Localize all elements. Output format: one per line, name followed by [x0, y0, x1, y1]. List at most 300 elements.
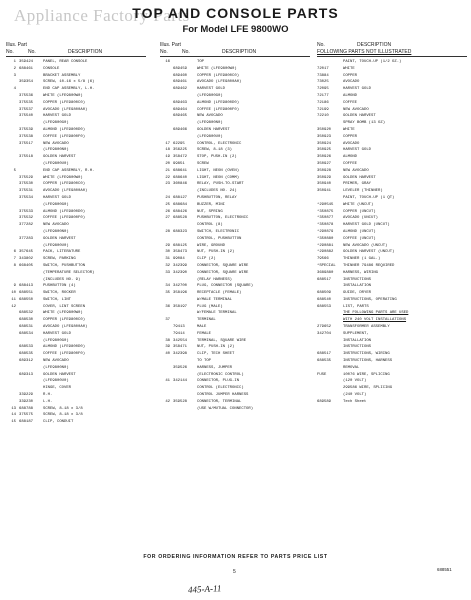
part-description: CONTROL JUMPER HARNESS	[197, 393, 249, 398]
header-part-no: No.	[317, 42, 325, 48]
part-description: (LFE9800U0)	[43, 379, 69, 384]
part-description: (240 VOLT)	[343, 393, 367, 398]
part-description: COFFEE (UNCUT)	[343, 236, 376, 241]
illus-number: 29	[165, 243, 170, 248]
part-number: 689313	[19, 372, 34, 377]
part-description: (RELAY HARNESS)	[197, 277, 233, 282]
illus-number: 16	[165, 60, 170, 64]
part-row	[317, 168, 467, 175]
part-row	[317, 59, 467, 66]
part-number: 689462	[173, 87, 188, 92]
part-row	[6, 277, 146, 284]
part-description: COPPER	[343, 73, 358, 78]
illus-number	[6, 154, 19, 161]
part-description: PANEL, REAR CONSOLE	[43, 60, 88, 64]
part-number: 375517	[19, 141, 34, 146]
part-row	[317, 338, 467, 345]
illus-number	[6, 175, 19, 182]
part-row	[6, 161, 146, 168]
part-number	[173, 236, 197, 243]
illus-number	[160, 127, 173, 134]
part-number: 688535	[19, 352, 34, 357]
illus-number	[160, 324, 173, 331]
illus-number: 40	[165, 352, 170, 357]
part-description: COPPER (UNCUT)	[343, 209, 376, 214]
illus-number	[6, 358, 19, 365]
part-number	[19, 86, 43, 93]
part-description: (LFE9800U0)	[43, 243, 69, 248]
illus-number	[160, 86, 173, 93]
part-number	[173, 120, 197, 127]
illus-number: 18	[165, 148, 170, 153]
part-description: AVOCADO (LFE9800A0)	[43, 189, 88, 194]
illus-number: 5	[13, 168, 16, 173]
part-row	[6, 310, 146, 317]
part-description: COPPER (LFE9800C0)	[43, 318, 86, 323]
part-number: 358196	[173, 291, 188, 296]
part-description: NEW AVOCADO (UNCUT)	[343, 243, 388, 248]
part-number: 350941	[317, 189, 332, 194]
part-number	[19, 385, 43, 392]
part-row	[6, 297, 146, 304]
parts-column-1	[6, 42, 146, 426]
part-number: 688530	[19, 318, 34, 323]
illus-number	[6, 331, 19, 338]
part-description: INSTRUCTIONS	[343, 277, 372, 282]
part-row	[160, 399, 310, 406]
illus-number	[6, 351, 19, 358]
part-number: 688509	[317, 291, 332, 296]
part-row	[160, 141, 310, 148]
part-number: 350925	[317, 148, 332, 153]
part-number: *290881	[317, 243, 334, 248]
part-number	[173, 372, 197, 379]
part-row	[317, 175, 467, 182]
part-row	[317, 66, 467, 73]
part-number: 688426	[173, 209, 188, 214]
illus-number	[160, 73, 173, 80]
part-row	[160, 392, 310, 399]
illus-number	[6, 134, 19, 141]
part-description: CONSOLE	[43, 66, 60, 71]
part-description: AVOCADO (LFE9800A0)	[197, 80, 242, 85]
part-row	[6, 79, 146, 86]
part-row	[317, 229, 467, 236]
part-number: 689460	[173, 73, 188, 78]
part-number: FUSE	[317, 372, 327, 377]
part-row	[6, 209, 146, 216]
part-number	[19, 304, 43, 311]
part-description: (LFE9800G0)	[43, 338, 69, 343]
part-number: *SPECIAL	[317, 263, 336, 268]
part-description: AVOCADO (LFE9800A0)	[43, 107, 88, 112]
illus-number	[6, 277, 19, 284]
part-row	[6, 202, 146, 209]
part-description: GOLDEN HARVEST	[43, 372, 76, 377]
part-description: SWITCH, ELECTRONIC	[197, 229, 240, 234]
part-row	[6, 93, 146, 100]
part-number	[19, 168, 43, 175]
illus-number	[6, 270, 19, 277]
part-description: INSTRUCTIONS, OPERATING	[343, 297, 397, 302]
part-number	[317, 344, 343, 351]
part-number: 688517	[317, 277, 332, 282]
illus-number	[6, 107, 19, 114]
part-number: 358472	[173, 155, 188, 160]
part-number	[317, 120, 343, 127]
part-row	[160, 134, 310, 141]
part-row	[317, 243, 467, 250]
part-description: CONTROL, PUSHBUTTON	[197, 236, 242, 241]
part-number: 689463	[173, 100, 188, 105]
part-row	[160, 304, 310, 311]
part-row	[160, 324, 310, 331]
part-row	[6, 73, 146, 80]
part-row	[317, 107, 467, 114]
part-row	[6, 358, 146, 365]
part-row	[6, 127, 146, 134]
part-description: 10076 WIRE, SPLICING	[343, 372, 390, 377]
part-number: *350880	[317, 236, 334, 241]
part-row	[317, 141, 467, 148]
part-number: 688532	[19, 311, 34, 316]
part-description: CONNECTOR, PLUG-IN	[197, 379, 240, 384]
part-row	[6, 378, 146, 385]
illus-number	[160, 79, 173, 86]
part-description: TRANSFORMER ASSEMBLY	[343, 325, 390, 330]
parts-column-3	[317, 42, 467, 406]
part-description: TERMINAL	[197, 318, 216, 323]
part-number: 350920	[317, 127, 332, 132]
part-number	[173, 222, 197, 229]
part-row	[160, 113, 310, 120]
part-row	[160, 147, 310, 154]
part-description: THE FOLLOWING PARTS ARE USED	[343, 311, 409, 316]
part-row	[6, 344, 146, 351]
part-description: (LFE9800G0)	[43, 202, 69, 207]
part-description: ALMOND (LFE9800D0)	[43, 209, 86, 214]
part-description: RECEPTACLE (FEMALE)	[197, 291, 242, 296]
part-description: AVOCADO (LFE9800A0)	[43, 325, 88, 330]
part-description: ALMOND (LFE9800D0)	[43, 127, 86, 132]
illus-number: 8	[13, 263, 16, 268]
illus-number	[160, 406, 173, 413]
part-number: 342398	[173, 352, 188, 357]
illus-number: 26	[165, 209, 170, 214]
part-number: 62295	[173, 141, 185, 146]
part-description: PUSHBUTTON, ELECTRONIC	[197, 216, 249, 221]
part-row	[160, 59, 310, 66]
part-number: 350924	[317, 141, 332, 146]
part-description: NUT, PUSH-IN (2)	[197, 345, 235, 350]
part-description: PUSHBUTTON, RELAY	[197, 195, 237, 200]
part-number: 350923	[317, 134, 332, 139]
illus-number: 28	[165, 229, 170, 234]
illus-number	[6, 100, 19, 107]
part-description: SCREW, 8-18 x 3/8	[43, 406, 83, 411]
part-description: Tech Sheet	[343, 399, 367, 404]
illus-number: 9	[13, 284, 16, 289]
illus-number	[160, 297, 173, 304]
illus-number	[6, 324, 19, 331]
part-number: 342399	[173, 263, 188, 268]
part-row	[160, 181, 310, 188]
illus-number	[6, 147, 19, 154]
part-description: END CAP ASSEMBLY, L.H.	[43, 87, 95, 92]
handwritten-note: 445-A-11	[187, 583, 222, 595]
illus-number: 1	[13, 60, 16, 64]
part-number	[19, 378, 43, 385]
illus-number: 14	[11, 413, 16, 418]
part-description: ALMOND (UNCUT)	[343, 229, 376, 234]
part-description: (LFE9800G0)	[197, 93, 223, 98]
part-row	[160, 249, 310, 256]
part-row	[317, 202, 467, 209]
part-number: 689459	[173, 66, 188, 71]
part-number	[173, 392, 197, 399]
illus-number	[6, 127, 19, 134]
part-number: 688551	[19, 291, 34, 296]
part-number	[173, 317, 197, 324]
illus-number: 37	[165, 318, 170, 323]
part-description: SCREW, 8-18 x 3/8	[43, 413, 83, 418]
part-number	[173, 59, 197, 66]
illus-number: 20	[165, 161, 170, 166]
part-row	[317, 222, 467, 229]
part-row	[317, 86, 467, 93]
part-row	[160, 229, 310, 236]
part-number	[173, 277, 197, 284]
part-number	[317, 385, 343, 392]
header-description: DESCRIPTION	[222, 49, 257, 55]
part-row	[6, 256, 146, 263]
part-description: CONTROL (8)	[197, 223, 223, 228]
part-number: 375537	[19, 107, 34, 112]
illus-number: 30	[165, 250, 170, 255]
part-description: NEW AVOCADO	[343, 168, 369, 173]
part-row	[160, 93, 310, 100]
header-description: DESCRIPTION	[357, 42, 392, 48]
part-number: 339230	[19, 399, 34, 404]
part-number: 375530	[19, 182, 34, 187]
part-row	[6, 399, 146, 406]
part-row	[317, 73, 467, 80]
part-number	[173, 93, 197, 100]
illus-number: 13	[11, 406, 16, 411]
part-row	[317, 79, 467, 86]
part-description: INSTRUCTIONS, WIRING	[343, 352, 390, 357]
part-row	[6, 263, 146, 270]
part-description: RELAY, PUSH-TO-START	[197, 182, 244, 187]
header-no: No.	[6, 49, 14, 55]
part-row	[317, 277, 467, 284]
part-description: SCREW, 8-18 (3)	[197, 148, 233, 153]
part-number: 688127	[173, 195, 188, 200]
part-row	[160, 236, 310, 243]
part-number	[19, 243, 43, 250]
part-description: AVOCADO	[343, 141, 360, 146]
part-description: BRACKET ASSEMBLY	[43, 73, 81, 78]
part-number: 358197	[173, 304, 188, 309]
illus-number: 39	[165, 345, 170, 350]
part-number: 350928	[317, 168, 332, 173]
part-row	[317, 161, 467, 168]
part-number: 72186	[317, 100, 329, 105]
part-number: 688413	[19, 284, 34, 289]
part-description: COFFEE (LFE9800F0)	[197, 107, 240, 112]
illus-number	[6, 236, 19, 243]
header-part-no: No.	[28, 49, 36, 55]
illus-number	[160, 222, 173, 229]
part-row	[160, 107, 310, 114]
illus-number	[6, 93, 19, 100]
part-number: 688517	[317, 352, 332, 357]
part-description: TO TOP	[197, 359, 212, 364]
part-row	[160, 338, 310, 345]
part-row	[160, 317, 310, 324]
part-description: ALMOND	[343, 155, 358, 160]
illus-number	[6, 243, 19, 250]
illus-number	[6, 113, 19, 120]
parts-column-2	[160, 42, 310, 412]
part-row	[317, 93, 467, 100]
part-description: HARVEST GOLD	[43, 114, 72, 119]
part-number	[19, 202, 43, 209]
part-number: 72017	[317, 66, 329, 71]
illus-number: 3	[13, 73, 16, 78]
illus-number	[6, 392, 19, 399]
part-number: 358471	[173, 345, 188, 350]
part-row	[6, 419, 146, 426]
part-number: 688640	[173, 175, 188, 180]
part-number: 375533	[19, 209, 34, 214]
part-description: (INCLUDES NO. 9)	[43, 277, 81, 282]
illus-number	[6, 188, 19, 195]
part-number: 79413	[173, 325, 185, 330]
part-number	[173, 297, 197, 304]
part-description: (USE W/MUTUAL CONNECTOR)	[197, 406, 254, 411]
part-row	[160, 154, 310, 161]
illus-number: 21	[165, 168, 170, 173]
illus-number	[6, 120, 19, 127]
part-row	[6, 229, 146, 236]
part-row	[160, 215, 310, 222]
part-row	[160, 73, 310, 80]
illus-number	[160, 365, 173, 372]
part-row	[317, 304, 467, 311]
part-description: (INCLUDES NO. 24)	[197, 189, 237, 194]
header-description: DESCRIPTION	[68, 49, 103, 55]
part-row	[160, 195, 310, 202]
part-description: WHITE	[343, 127, 355, 132]
part-description: COPPER (LFE9800C0)	[197, 73, 240, 78]
part-description: HARNESS, WIRING	[343, 270, 379, 275]
part-row	[317, 120, 467, 127]
ordering-note: FOR ORDERING INFORMATION REFER TO PARTS PRICE LIST	[143, 554, 328, 560]
part-number: 375538	[19, 134, 34, 139]
illus-number: 27	[165, 216, 170, 221]
illus-number	[6, 215, 19, 222]
illus-number	[160, 385, 173, 392]
illus-number	[6, 399, 19, 406]
part-number: 688641	[173, 168, 188, 173]
document-code: 688551	[437, 567, 452, 572]
part-row	[6, 365, 146, 372]
part-description: PAINT, TOUCH-UP (1 QT)	[343, 195, 395, 200]
illus-number	[160, 310, 173, 317]
part-row	[317, 215, 467, 222]
part-description: W/FEMALE TERMINAL	[197, 311, 237, 316]
part-description: CONNECTOR, TERMINAL	[197, 399, 242, 404]
illus-number	[160, 331, 173, 338]
part-row	[6, 59, 146, 66]
part-row	[160, 202, 310, 209]
parts-rows	[6, 59, 146, 426]
illus-number	[6, 344, 19, 351]
illus-number: 6	[13, 250, 16, 255]
part-number: 350929	[317, 175, 332, 180]
part-row	[160, 127, 310, 134]
part-number: 375534	[19, 195, 34, 200]
illus-number: 31	[165, 257, 170, 262]
part-row	[317, 249, 467, 256]
part-description: PUSHBUTTON (4)	[43, 284, 76, 289]
header-illus: Illus. Part	[160, 42, 181, 48]
part-row	[317, 256, 467, 263]
part-number: 377282	[19, 223, 34, 228]
part-number: *290882	[317, 250, 334, 255]
part-row	[6, 392, 146, 399]
part-row	[317, 236, 467, 243]
part-number: 689312	[19, 359, 34, 364]
part-number: *290879	[317, 229, 334, 234]
part-number: 358473	[173, 250, 188, 255]
illus-number: 2	[13, 66, 16, 71]
illus-number: 38	[165, 338, 170, 343]
part-row	[6, 351, 146, 358]
part-row	[6, 249, 146, 256]
part-description: SWITCH, PUSHBUTTON	[43, 263, 86, 268]
part-row	[317, 154, 467, 161]
part-row	[317, 358, 467, 365]
illus-number: 15	[11, 420, 16, 425]
part-row	[317, 344, 467, 351]
part-description: HARVEST GOLD	[43, 195, 72, 200]
illus-number	[6, 209, 19, 216]
illus-number: 7	[13, 257, 16, 262]
illus-number	[6, 161, 19, 168]
part-number: 375529	[19, 175, 34, 180]
part-row	[160, 66, 310, 73]
part-number: 72210	[317, 114, 329, 119]
part-description: NEW AVOCADO	[43, 141, 69, 146]
part-number: 375518	[19, 155, 34, 160]
header-part-no: No.	[182, 49, 190, 55]
part-row	[160, 100, 310, 107]
illus-number: 34	[165, 284, 170, 289]
part-number: 339229	[19, 393, 34, 398]
part-number: 688788	[19, 406, 34, 411]
part-description: WITH 240 VOLT INSTALLATIONS	[343, 318, 407, 323]
part-row	[160, 331, 310, 338]
part-row	[160, 161, 310, 168]
part-row	[160, 168, 310, 175]
part-description: SUPPLEMENT,	[343, 331, 369, 336]
part-row	[317, 378, 467, 385]
part-number: 356225	[173, 148, 188, 153]
part-row	[160, 188, 310, 195]
illus-number	[6, 202, 19, 209]
